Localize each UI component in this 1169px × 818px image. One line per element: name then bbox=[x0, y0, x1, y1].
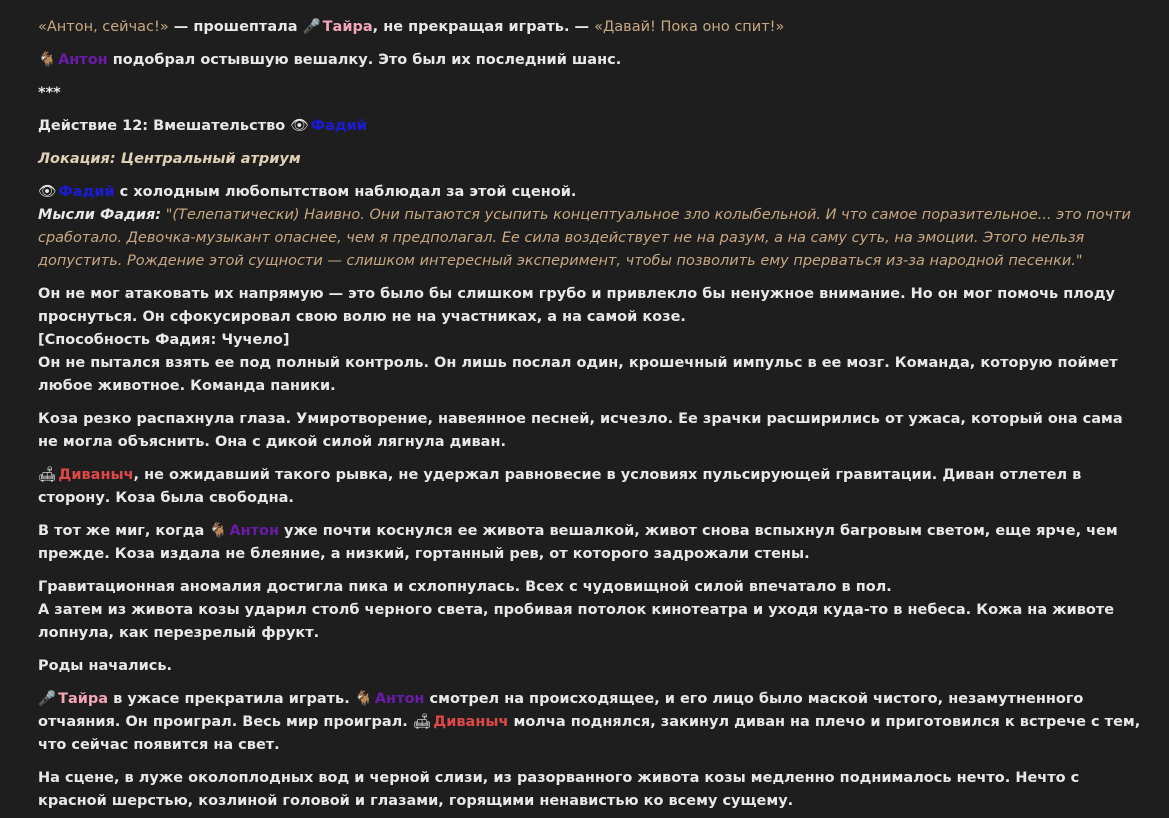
character-name-fadiy: Фадий bbox=[58, 184, 115, 200]
paragraph-gravity: Гравитационная аномалия достигла пика и схлопнулась. Всех с чудовищной силой впечатало в пол. bbox=[38, 579, 892, 595]
narration-text: с холодным любопытством наблюдал за этой сценой. bbox=[114, 184, 577, 200]
paragraph-despair bbox=[38, 688, 1143, 757]
thoughts-text: "(Телепатически) Наивно. Они пытаются усыпить концептуальное зло колыбельной. И что самое поразительное... это почти сработало. Девочка-музыкант опаснее, чем я предполагал. Ее сила воздействует не на разум, а на саму суть, на эмоции. Этого нельзя допустить. Рождение этой сущности — слишком интересный эксперимент, чтобы позволить ему прерваться из-за народной песенки." bbox=[38, 207, 1131, 269]
quote-anton-now: «Антон, сейчас!» bbox=[38, 19, 169, 35]
goat-icon: 🐐 bbox=[38, 52, 57, 68]
paragraph-goat-wakes: Коза резко распахнула глаза. Умиротворение, навеянное песней, исчезло. Ее зрачки расширились от ужаса, который она сама не могла объяснить. Она с дикой силой лягнула диван. bbox=[38, 411, 1123, 450]
eye-icon: 👁 bbox=[38, 184, 57, 200]
narration-text: уже почти коснулся ее живота вешалкой, живот снова вспыхнул багровым светом, еще ярче, чем прежде. Коза издала не блеяние, а низкий, гортанный рев, от которого задрожали стены. bbox=[38, 523, 1118, 562]
character-name-anton: Антон bbox=[58, 52, 108, 68]
character-name-taira: Тайра bbox=[322, 19, 373, 35]
paragraph-creature: На сцене, в луже околоплодных вод и черной слизи, из разорванного живота козы медленно поднималось нечто. Нечто с красной шерстью, козлиной головой и глазами, горящими ненавистью ко всему сущему. bbox=[38, 770, 1080, 809]
chat-message-content bbox=[38, 0, 1143, 813]
narration-text: смотрел на происходящее, и его лицо было маской чистого, незамутненного отчаяния. Он проиграл. Весь мир проиграл. bbox=[38, 691, 1084, 730]
location-label: Локация: Центральный атриум bbox=[38, 151, 301, 167]
paragraph-whisper bbox=[38, 16, 1143, 39]
thoughts-label: Мысли Фадия: bbox=[38, 207, 162, 223]
narration-text: в ужасе прекратила играть. bbox=[108, 691, 355, 707]
character-name-taira: Тайра bbox=[58, 691, 109, 707]
character-name-divanych: Диваныч bbox=[58, 467, 134, 483]
narration-text: , не прекращая играть. — bbox=[372, 19, 595, 35]
paragraph-black-light: А затем из живота козы ударил столб черного света, пробивая потолок кинотеатра и уходя куда-то в небеса. Кожа на животе лопнула, как перезрелый фрукт. bbox=[38, 602, 1115, 641]
paragraph-focus: Он не мог атаковать их напрямую — это было бы слишком грубо и привлекло бы ненужное внимание. Но он мог помочь плоду проснуться. Он сфокусировал свою волю не на участниках, а на самой козе. bbox=[38, 286, 1116, 325]
mic-icon: 🎤 bbox=[38, 691, 57, 707]
character-name-anton: Антон bbox=[374, 691, 425, 707]
character-name-divanych: Диваныч bbox=[433, 714, 509, 730]
narration-text: — прошептала bbox=[168, 19, 303, 35]
mic-icon: 🎤 bbox=[302, 19, 321, 35]
paragraph-roar bbox=[38, 520, 1143, 566]
goat-icon: 🐐 bbox=[209, 523, 228, 539]
goat-icon: 🐐 bbox=[354, 691, 373, 707]
ability-label: [Способность Фадия: Чучело] bbox=[38, 332, 290, 348]
scene-separator: *** bbox=[38, 85, 61, 101]
character-name-anton: Антон bbox=[229, 523, 279, 539]
narration-text: , не ожидавший такого рывка, не удержал равновесие в условиях пульсирующей гравитации. Диван отлетел в сторону. Коза была свободна. bbox=[38, 467, 1082, 506]
quote-go: «Давай! Пока оно спит!» bbox=[594, 19, 785, 35]
paragraph-fadiy-watch bbox=[38, 181, 1143, 204]
sofa-icon: 🛋 bbox=[412, 714, 432, 730]
paragraph-impulse: Он не пытался взять ее под полный контроль. Он лишь послал один, крошечный импульс в ее мозг. Команда, которую поймет любое животное. Команда паники. bbox=[38, 355, 1118, 394]
paragraph-thoughts bbox=[38, 204, 1143, 273]
paragraph-anton-hanger bbox=[38, 49, 1143, 72]
action-title: Действие 12: Вмешательство bbox=[38, 118, 291, 134]
sofa-icon: 🛋 bbox=[38, 467, 57, 483]
paragraph-divanych bbox=[38, 464, 1143, 510]
narration-text: подобрал остывшую вешалку. Это был их последний шанс. bbox=[107, 52, 622, 68]
narration-text: В тот же миг, когда bbox=[38, 523, 210, 539]
eye-icon: 👁 bbox=[290, 118, 309, 134]
action-heading bbox=[38, 115, 1143, 138]
paragraph-birth: Роды начались. bbox=[38, 658, 173, 674]
narration-text: молча поднялся, закинул диван на плечо и приготовился к встрече с тем, что сейчас появится на свет. bbox=[38, 714, 1141, 753]
character-name-fadiy: Фадий bbox=[310, 118, 367, 134]
